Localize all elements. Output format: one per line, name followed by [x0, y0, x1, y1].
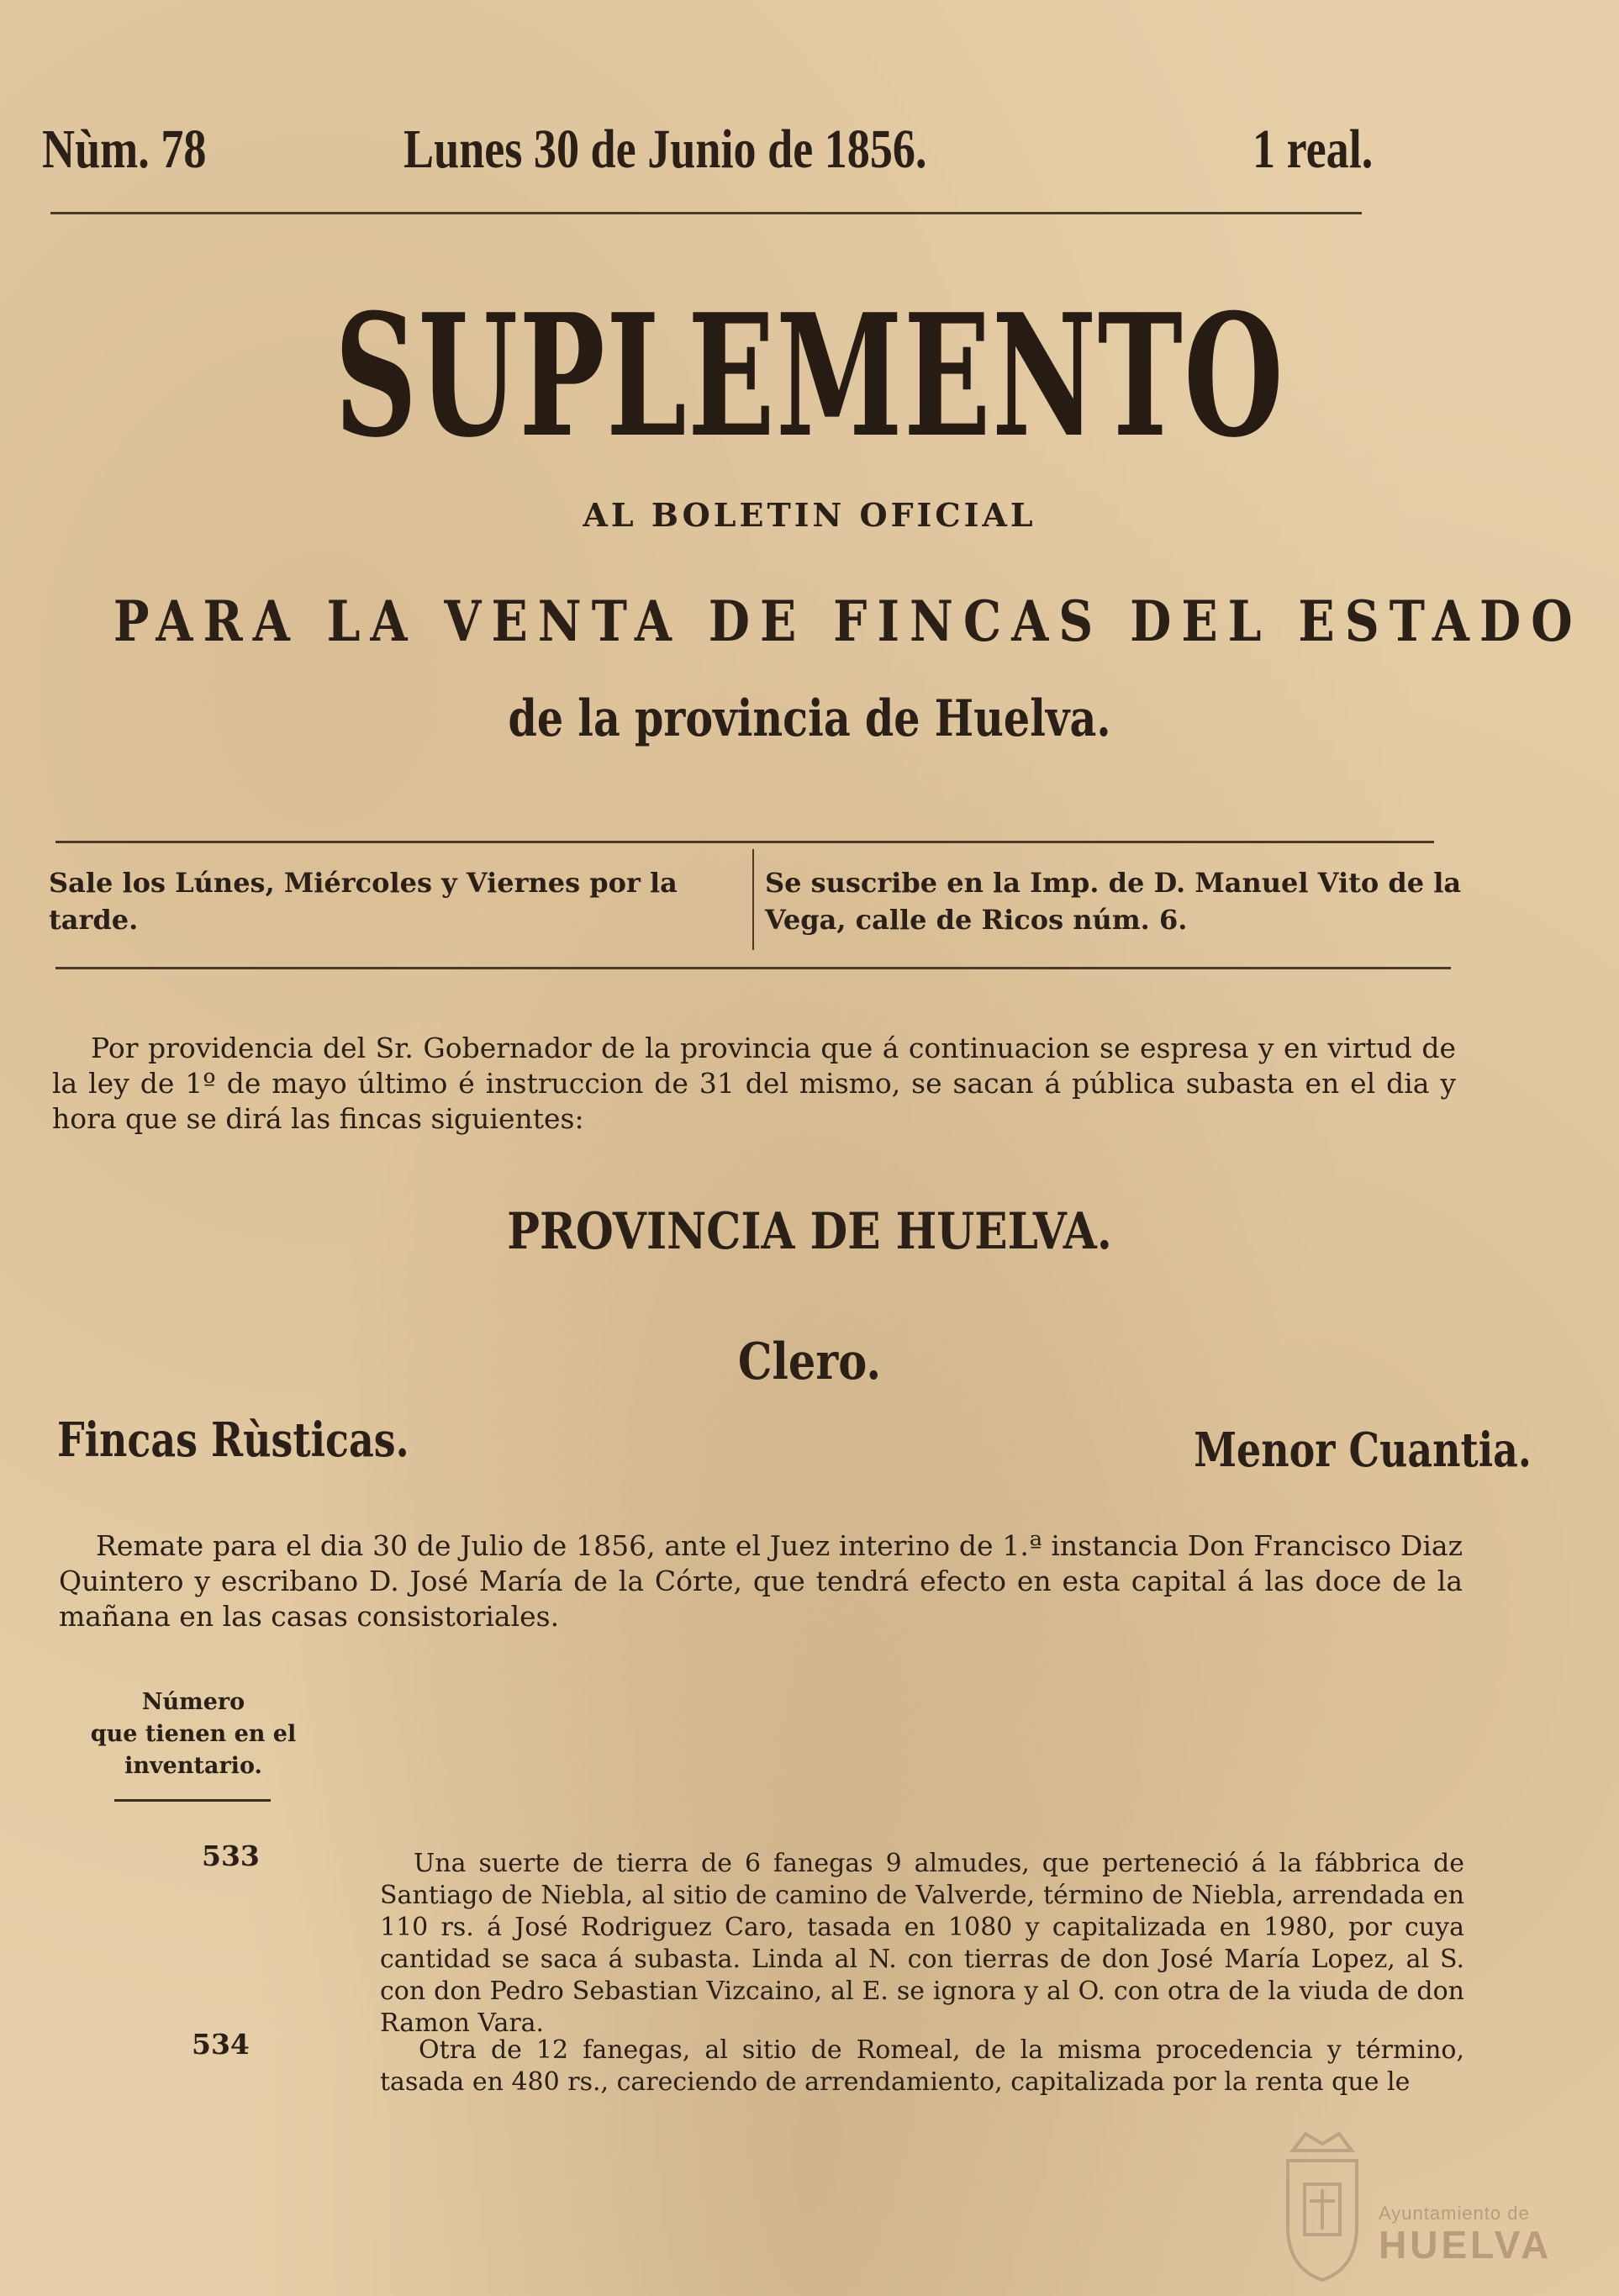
info-top-rule	[55, 841, 1434, 843]
subtitle-provincia: de la provincia de Huelva.	[508, 689, 1111, 748]
publication-schedule: Sale los Lúnes, Miércoles y Viernes por la tarde.	[49, 867, 678, 936]
watermark	[1379, 2203, 1552, 2265]
city-coat-of-arms-icon	[1276, 2125, 1369, 2285]
entry-number: 533	[202, 1839, 260, 1872]
entry-text: Otra de 12 fanegas, al sitio de Romeal, de la misma procedencia y término, tasada en 480 rs., careciendo de arrendamiento, capitalizada por la renta que le	[380, 2035, 1464, 2097]
section-menor-cuantia: Menor Cuantia.	[1194, 1422, 1532, 1478]
inventory-header-line1: Número	[141, 1689, 245, 1715]
issue-number: Nùm. 78	[42, 119, 207, 180]
issue-price: 1 real.	[1252, 119, 1374, 180]
inventory-column-header	[76, 1686, 311, 1782]
watermark-big: HUELVA	[1379, 2223, 1553, 2267]
issue-date: Lunes 30 de Junio de 1856.	[403, 119, 927, 180]
section-clero: Clero.	[737, 1333, 882, 1391]
subtitle-boletin: AL BOLETIN OFICIAL	[583, 496, 1036, 534]
entry-text: Una suerte de tierra de 6 fanegas 9 almudes, que perteneció á la fábbrica de Santiago de Niebla, al sitio de camino de Valverde, término de Niebla, arrendada en 110 rs. á José Rodriguez Caro, tasada en 1080 y capitalizada en 1980, por cuya cantidad se saca á subasta. Linda al N. con tierras de don José María Lopez, al S. con don Pedro Sebastian Vizcaino, al E. se ignora y al O. con otra de la viuda de don Ramon Vara.	[380, 1849, 1464, 2038]
info-bottom-rule	[55, 967, 1451, 969]
masthead	[42, 109, 1421, 185]
watermark-small: Ayuntamiento de	[1379, 2203, 1530, 2224]
inventory-header-line3: inventario.	[124, 1753, 262, 1779]
inventory-header-line2: que tienen en el	[90, 1721, 297, 1747]
info-divider	[752, 849, 754, 950]
entry-number: 534	[192, 2028, 250, 2061]
section-provincia: PROVINCIA DE HUELVA.	[507, 1202, 1112, 1261]
inventory-header-rule	[114, 1799, 271, 1802]
masthead-rule	[50, 212, 1362, 214]
section-fincas-rusticas: Fincas Rùsticas.	[57, 1412, 409, 1468]
subscription-info: Se suscribe en la Imp. de D. Manuel Vito de la Vega, calle de Ricos núm. 6.	[765, 867, 1462, 936]
page-title: SUPLEMENTO	[334, 277, 1285, 475]
remate-paragraph: Remate para el dia 30 de Julio de 1856, ante el Juez interino de 1.ª instancia Don Francisco Diaz Quintero y escribano D. José María de la Córte, que tendrá efecto en esta capital á las doce de la mañana en las casas consistoriales.	[59, 1529, 1463, 1633]
intro-paragraph: Por providencia del Sr. Gobernador de la provincia que á continuacion se espresa y en virtud de la ley de 1º de mayo último é instruccion de 31 del mismo, se sacan á pública subasta en el dia y hora que se dirá las fincas siguientes:	[52, 1032, 1456, 1135]
subtitle-venta: PARA LA VENTA DE FINCAS DEL ESTADO	[113, 589, 1583, 654]
